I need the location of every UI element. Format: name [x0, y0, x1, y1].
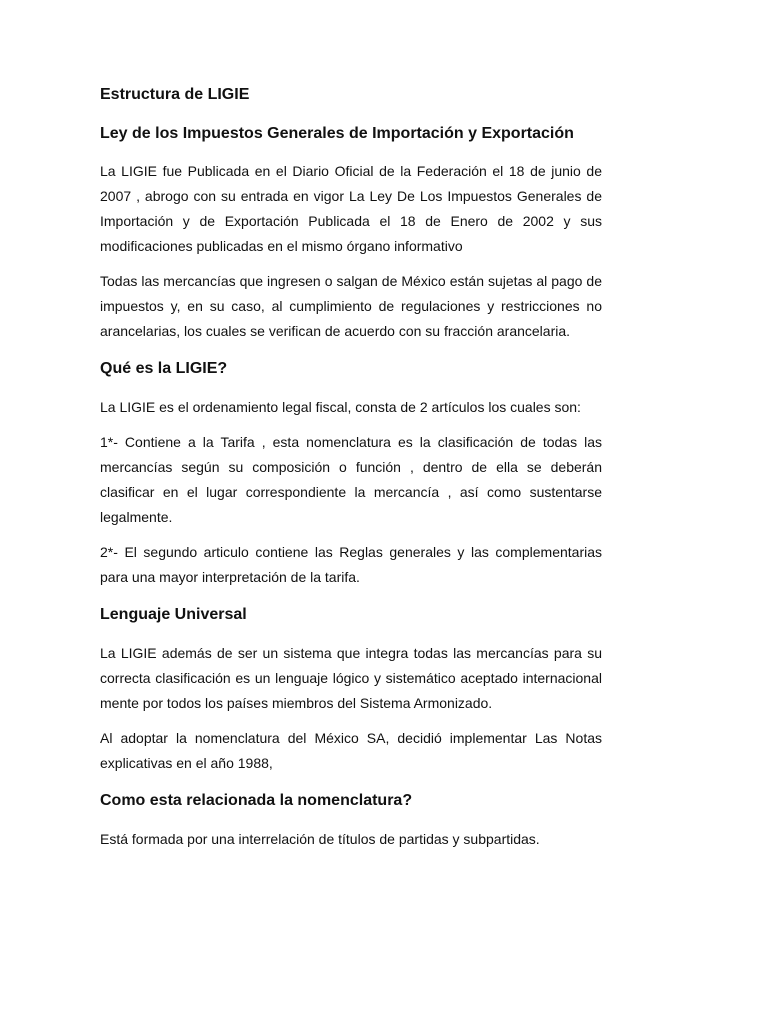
intro-paragraph-2: Todas las mercancías que ingresen o salgan de México están sujetas al pago de impuestos y, en su caso, al cumplimiento de regulaciones y restricciones no arancelarias, los cuales se verifican de acuerdo con su fracción arancelaria. — [100, 273, 602, 339]
que-es-paragraph-2: 1*- Contiene a la Tarifa , esta nomenclatura es la clasificación de todas las mercancías según su composición o función , dentro de ella se deberán clasificar en el lugar correspondiente la mercancía , así como sustentarse legalmente. — [100, 434, 602, 525]
que-es-paragraph-1: La LIGIE es el ordenamiento legal fiscal, consta de 2 artículos los cuales son: — [100, 399, 581, 415]
document-body — [100, 84, 602, 862]
document-subtitle: Ley de los Impuestos Generales de Importación y Exportación — [100, 125, 574, 142]
section-heading-nomenclatura: Como esta relacionada la nomenclatura? — [100, 792, 413, 809]
document-title: Estructura de LIGIE — [100, 86, 250, 103]
que-es-paragraph-3: 2*- El segundo articulo contiene las Reglas generales y las complementarias para una mayor interpretación de la tarifa. — [100, 544, 602, 585]
section-heading-lenguaje: Lenguaje Universal — [100, 606, 247, 623]
section-heading-que-es: Qué es la LIGIE? — [100, 360, 228, 377]
lenguaje-paragraph-2: Al adoptar la nomenclatura del México SA, decidió implementar Las Notas explicativas en el año 1988, — [100, 730, 602, 771]
lenguaje-paragraph-1: La LIGIE además de ser un sistema que integra todas las mercancías para su correcta clasificación es un lenguaje lógico y sistemático aceptado internacional mente por todos los países miembros del Sistema Armonizado. — [100, 645, 602, 711]
nomenclatura-paragraph-1: Está formada por una interrelación de títulos de partidas y subpartidas. — [100, 831, 540, 847]
intro-paragraph-1: La LIGIE fue Publicada en el Diario Oficial de la Federación el 18 de junio de 2007 , abrogo con su entrada en vigor La Ley De Los Impuestos Generales de Importación y de Exportación Publicada el 18 de Enero de 2002 y sus modificaciones publicadas en el mismo órgano informativo — [100, 163, 602, 254]
